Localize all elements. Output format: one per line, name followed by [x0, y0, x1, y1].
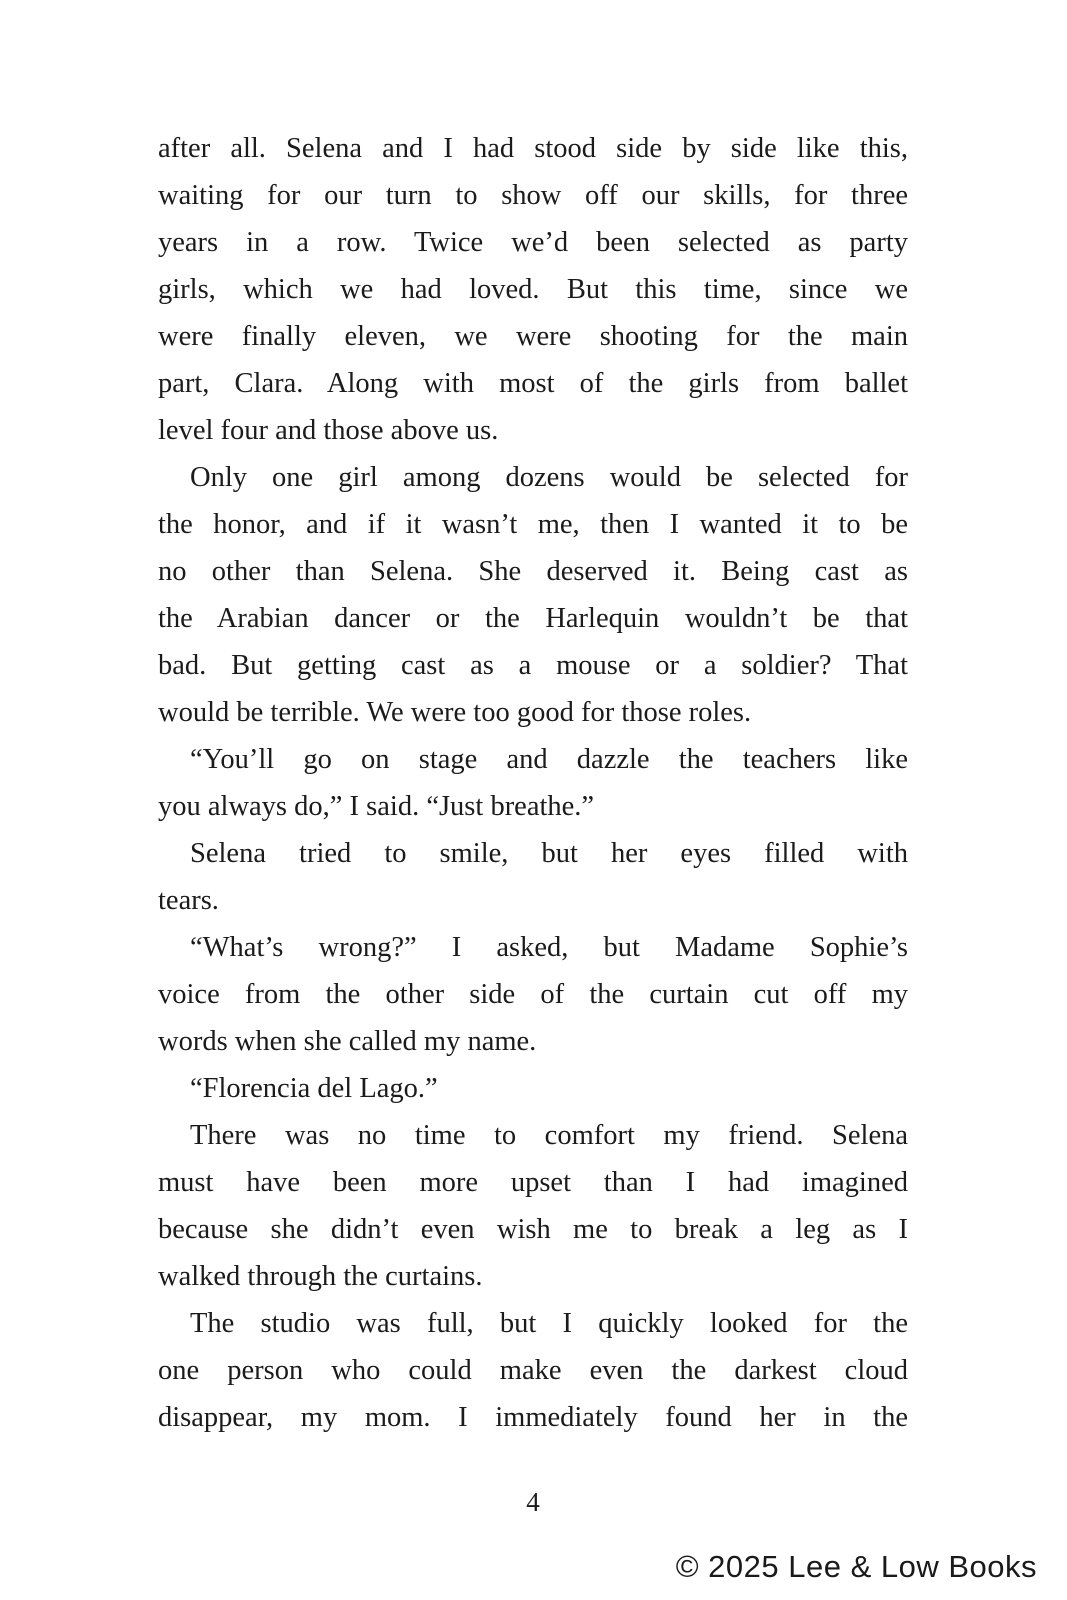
text-line: would be terrible. We were too good for those roles. — [158, 697, 752, 728]
text-line: disappear, my mom. I immediately found her in the — [158, 1402, 908, 1433]
paragraph — [158, 1300, 908, 1441]
text-line: years in a row. Twice we’d been selected as party — [158, 227, 908, 258]
text-line: the Arabian dancer or the Harlequin wouldn’t be that — [158, 603, 908, 634]
text-line: level four and those above us. — [158, 415, 499, 446]
text-line: one person who could make even the darkest cloud — [158, 1355, 908, 1386]
text-line: “Florencia del Lago.” — [190, 1073, 438, 1104]
text-line: because she didn’t even wish me to break a leg as I — [158, 1214, 908, 1245]
copyright-notice: © 2025 Lee & Low Books — [675, 1549, 1037, 1584]
page-text — [158, 125, 908, 1441]
text-line: walked through the curtains. — [158, 1261, 483, 1292]
paragraph — [158, 924, 908, 1065]
text-line: bad. But getting cast as a mouse or a soldier? That — [158, 650, 908, 681]
text-line: must have been more upset than I had imagined — [158, 1167, 908, 1198]
page-number: 4 — [526, 1487, 540, 1517]
text-line: “What’s wrong?” I asked, but Madame Sophie’s — [190, 932, 908, 963]
text-line: voice from the other side of the curtain cut off my — [158, 979, 908, 1010]
paragraph — [158, 736, 908, 830]
text-line: Selena tried to smile, but her eyes filled with — [190, 838, 908, 869]
text-line: part, Clara. Along with most of the girls from ballet — [158, 368, 908, 399]
text-line: after all. Selena and I had stood side by side like this, — [158, 133, 908, 164]
text-line: were finally eleven, we were shooting for the main — [158, 321, 908, 352]
paragraph — [158, 830, 908, 924]
text-line: tears. — [158, 885, 219, 916]
text-line: waiting for our turn to show off our skills, for three — [158, 180, 908, 211]
text-line: words when she called my name. — [158, 1026, 537, 1057]
paragraph — [158, 125, 908, 454]
text-line: There was no time to comfort my friend. Selena — [190, 1120, 908, 1151]
text-line: you always do,” I said. “Just breathe.” — [158, 791, 595, 822]
text-line: no other than Selena. She deserved it. Being cast as — [158, 556, 908, 587]
text-line: “You’ll go on stage and dazzle the teachers like — [190, 744, 908, 775]
text-line: The studio was full, but I quickly looked for the — [190, 1308, 908, 1339]
text-line: Only one girl among dozens would be selected for — [190, 462, 908, 493]
paragraph — [158, 1065, 908, 1112]
text-line: the honor, and if it wasn’t me, then I wanted it to be — [158, 509, 908, 540]
text-line: girls, which we had loved. But this time, since we — [158, 274, 908, 305]
paragraph — [158, 1112, 908, 1300]
paragraph — [158, 454, 908, 736]
